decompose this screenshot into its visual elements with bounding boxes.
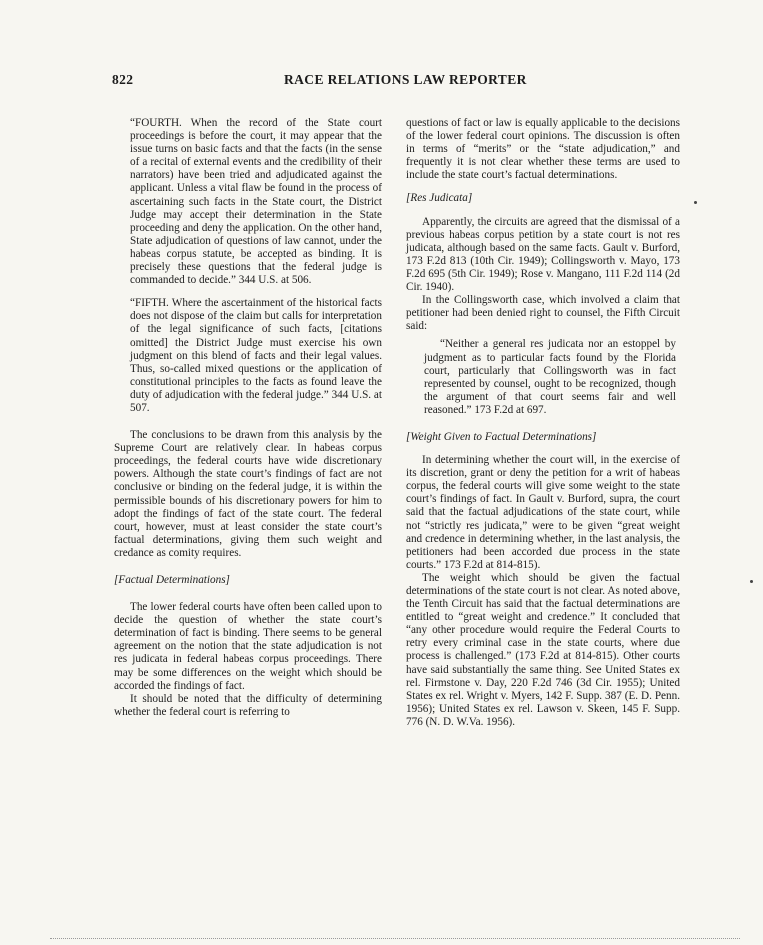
paragraph-weight-unclear: The weight which should be given the factual determinations of the state court is not clear. As noted above, the Tenth Circuit has said that the factual determinations are entitled to “great weight and credence.” It concluded that “any other procedure would require the Federal Courts to retry every criminal case in the state courts, where due process is challenged.” (173 F.2d at 814-815). Other courts have said substantially the same thing. See United States ex rel. Firmstone v. Day, 220 F.2d 746 (3d Cir. 1955); United States ex rel. Wright v. Myers, 142 F. Supp. 387 (E. D. Penn. 1956); United States ex rel. Lawson v. Skeen, 145 F. Supp. 776 (N. D. W.Va. 1956).: [406, 571, 680, 728]
page-number: 822: [112, 72, 134, 87]
running-head: RACE RELATIONS LAW REPORTER: [284, 72, 527, 87]
paragraph-conclusions: The conclusions to be drawn from this analysis by the Supreme Court are relatively clear. In habeas corpus proceedings, the federal courts have wide discretionary powers. Although the state court’s findings of fact are not conclusive or binding on the federal judge, it is within the permissible bounds of his discretionary powers for him to adopt the findings of fact of the state court. The federal court, however, must at least consider the state court’s factual determinations, giving them such weight and credance as comity requires.: [114, 429, 382, 559]
scan-mark: [750, 580, 753, 583]
paragraph-lower-courts: The lower federal courts have often been called upon to decide the question of whether the state court’s determination of fact is binding. There seems to be general agreement on the notion that the state adjudication is not res judicata in federal habeas corpus proceedings. There may be some differences on the weight which should be accorded the findings of fact.: [114, 601, 382, 692]
paragraph-difficulty: It should be noted that the difficulty of determining whether the federal court is referring to: [114, 692, 382, 718]
left-column: [114, 117, 382, 719]
paragraph-apparently: Apparently, the circuits are agreed that the dismissal of a previous habeas corpus petition by a state court is not res judicata, although based on the same facts. Gault v. Burford, 173 F.2d 813 (10th Cir. 1949); Collingsworth v. Mayo, 173 F.2d 695 (5th Cir. 1949); Rose v. Mangano, 111 F.2d 114 (2d Cir. 1940).: [406, 215, 680, 294]
scan-bottom-edge: [50, 938, 740, 940]
subheading-factual-determinations: [Factual Determinations]: [114, 574, 230, 586]
scan-mark: [694, 201, 697, 204]
right-column: [406, 117, 680, 729]
paragraph-continued: questions of fact or law is equally applicable to the decisions of the lower federal court opinions. The discussion is often in terms of “merits” or the “state adjudication,” and frequently it is not clear whether these terms are used to include the state court’s factual determinations.: [406, 117, 680, 182]
subheading-res-judicata: [Res Judicata]: [406, 192, 473, 205]
page-header: [112, 72, 697, 92]
subheading-weight-given: [Weight Given to Factual Determinations]: [406, 430, 597, 443]
quote-fifth: “FIFTH. Where the ascertainment of the historical facts does not dispose of the claim but calls for interpretation of the legal significance of such facts, [citations omitted] the District Judge must exercise his own judgment on this blend of facts and their legal values. Thus, so-called mixed questions or the application of constitutional principles to the facts as found leave the duty of adjudication with the federal judge.” 344 U.S. at 507.: [130, 297, 382, 414]
quote-neither: “Neither a general res judicata nor an estoppel by judgment as to particular facts found by the Florida court, particularly that Collingsworth was in fact represented by counsel, ought to be recognized, though the argument of that court seems fair and well reasoned.” 173 F.2d at 697.: [424, 338, 676, 416]
paragraph-determining: In determining whether the court will, in the exercise of its discretion, grant or deny the petition for a writ of habeas corpus, the federal courts will give some weight to the state court’s findings of fact. In Gault v. Burford, supra, the court said that the factual adjudications of the state court, while not “strictly res judicata,” were to be given “great weight and credence in determining whether, in the last analysis, the petitioners had been accorded due process in the state courts.” 173 F.2d at 814-815).: [406, 454, 680, 571]
quote-fourth: “FOURTH. When the record of the State court proceedings is before the court, it may appear that the issue turns on basic facts and that the facts (in the sense of a recital of external events and the credibility of their narrators) have been tried and adjudicated against the applicant. Unless a vital flaw be found in the process of ascertaining such facts in the State court, the District Judge may accept their determination in the State proceeding and deny the application. On the other hand, State adjudication of questions of law cannot, under the habeas corpus statute, be accepted as binding. It is precisely these questions that the federal judge is commanded to decide.” 344 U.S. at 506.: [130, 117, 382, 287]
paragraph-collingsworth: In the Collingsworth case, which involved a claim that petitioner had been denied right to counsel, the Fifth Circuit said:: [406, 294, 680, 333]
